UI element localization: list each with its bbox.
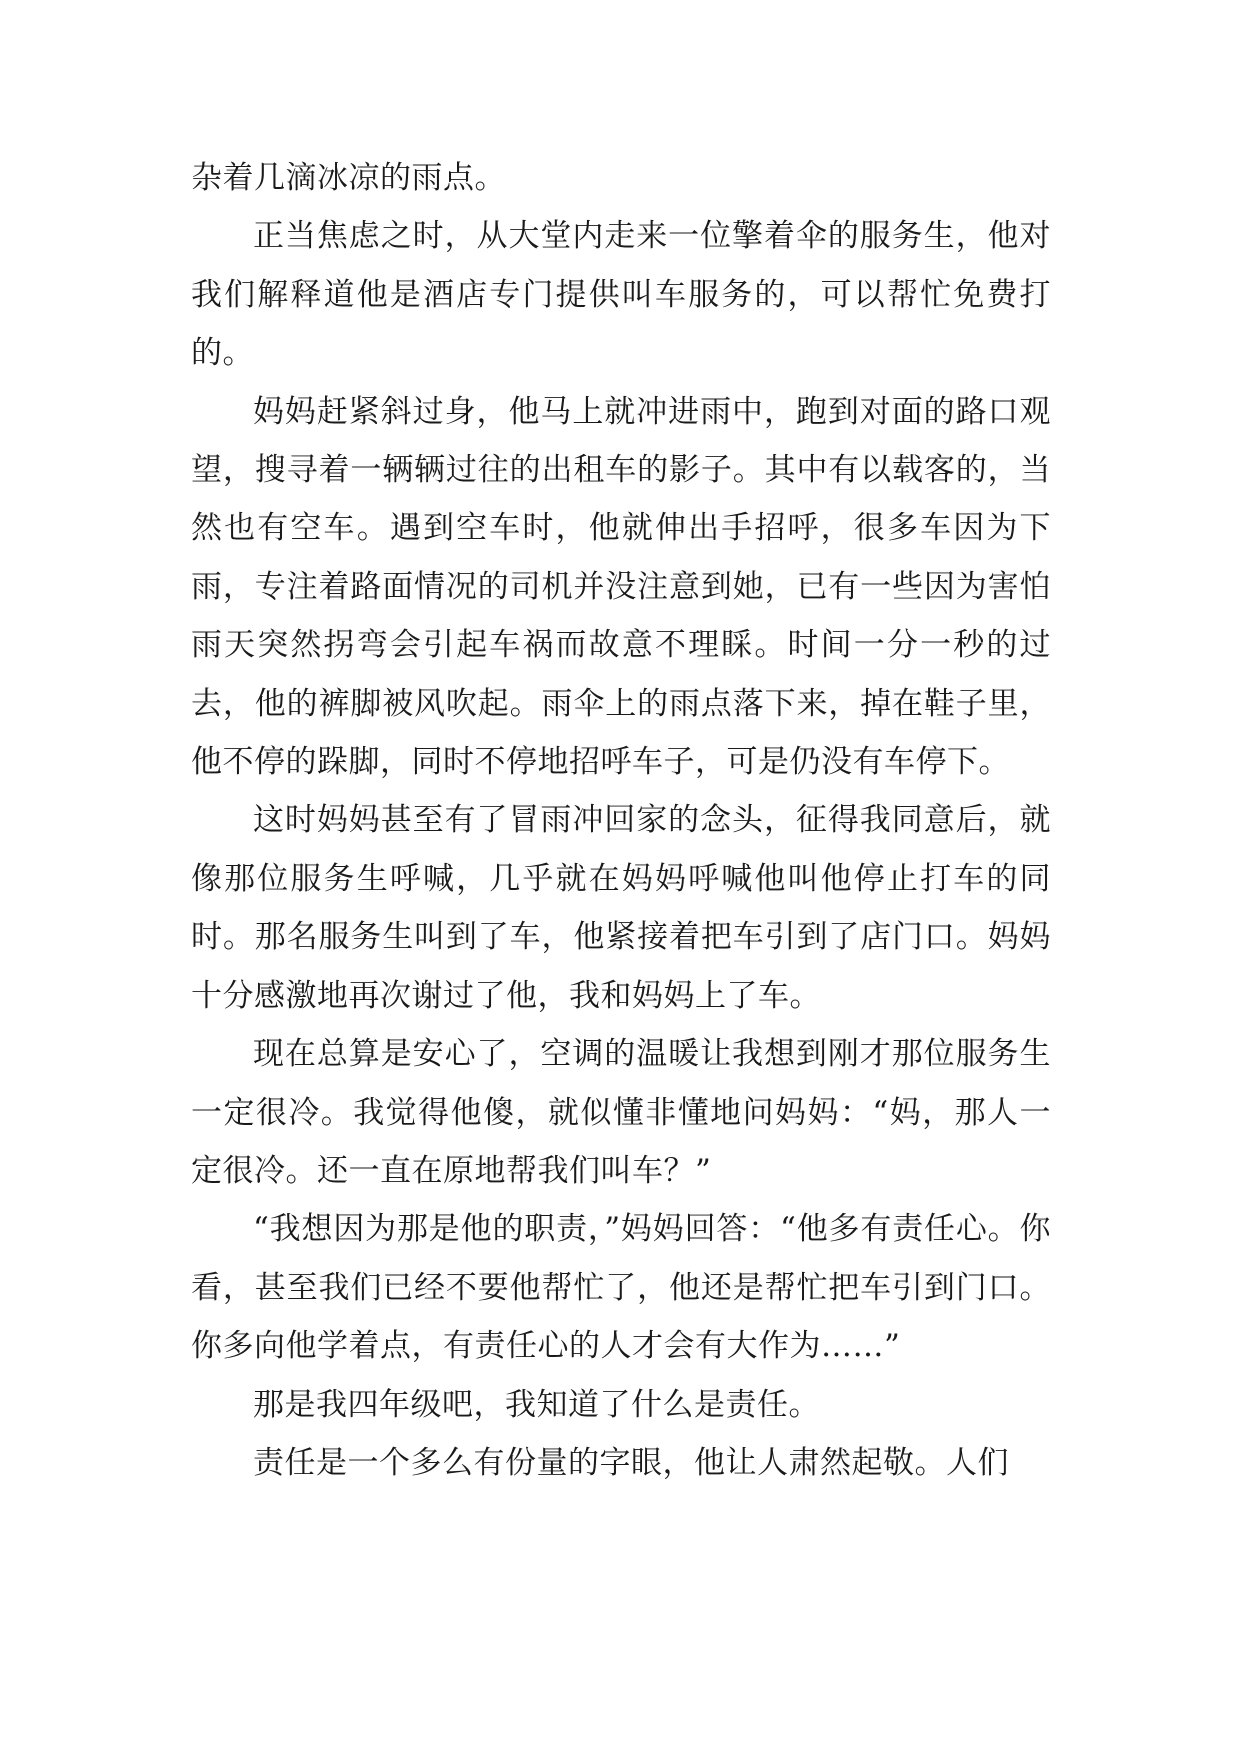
paragraph: 现在总算是安心了，空调的温暖让我想到刚才那位服务生一定很冷。我觉得他傻，就似懂非懂地问妈妈：“妈，那人一定很冷。还一直在原地帮我们叫车？” [191,1036,1051,1189]
paragraph: 那是我四年级吧，我知道了什么是责任。 [253,1386,820,1423]
paragraph: 妈妈赶紧斜过身，他马上就冲进雨中，跑到对面的路口观望，搜寻着一辆辆过往的出租车的影子。其中有以载客的，当然也有空车。遇到空车时，他就伸出手招呼，很多车因为下雨，专注着路面情况的司机并没注意到她，已有一些因为害怕雨天突然拐弯会引起车祸而故意不理睬。时间一分一秒的过去，他的裤脚被风吹起。雨伞上的雨点落下来，掉在鞋子里，他不停的跺脚，同时不停地招呼车子，可是仍没有车停下。 [191,393,1051,781]
paragraph: 这时妈妈甚至有了冒雨冲回家的念头，征得我同意后，就像那位服务生呼喊，几乎就在妈妈呼喊他叫他停止打车的同时。那名服务生叫到了车，他紧接着把车引到了店门口。妈妈十分感激地再次谢过了他，我和妈妈上了车。 [191,802,1051,1014]
paragraph: 责任是一个多么有份量的字眼，他让人肃然起敬。人们 [253,1444,1009,1481]
document-body [191,149,1051,1492]
paragraph-continuation: 杂着几滴冰凉的雨点。 [191,160,506,196]
paragraph: 正当焦虑之时，从大堂内走来一位擎着伞的服务生，他对我们解释道他是酒店专门提供叫车服务的，可以帮忙免费打的。 [191,218,1051,372]
paragraph: “我想因为那是他的职责，”妈妈回答：“他多有责任心。你看，甚至我们已经不要他帮忙了，他还是帮忙把车引到门口。你多向他学着点，有责任心的人才会有大作为……” [191,1211,1051,1365]
